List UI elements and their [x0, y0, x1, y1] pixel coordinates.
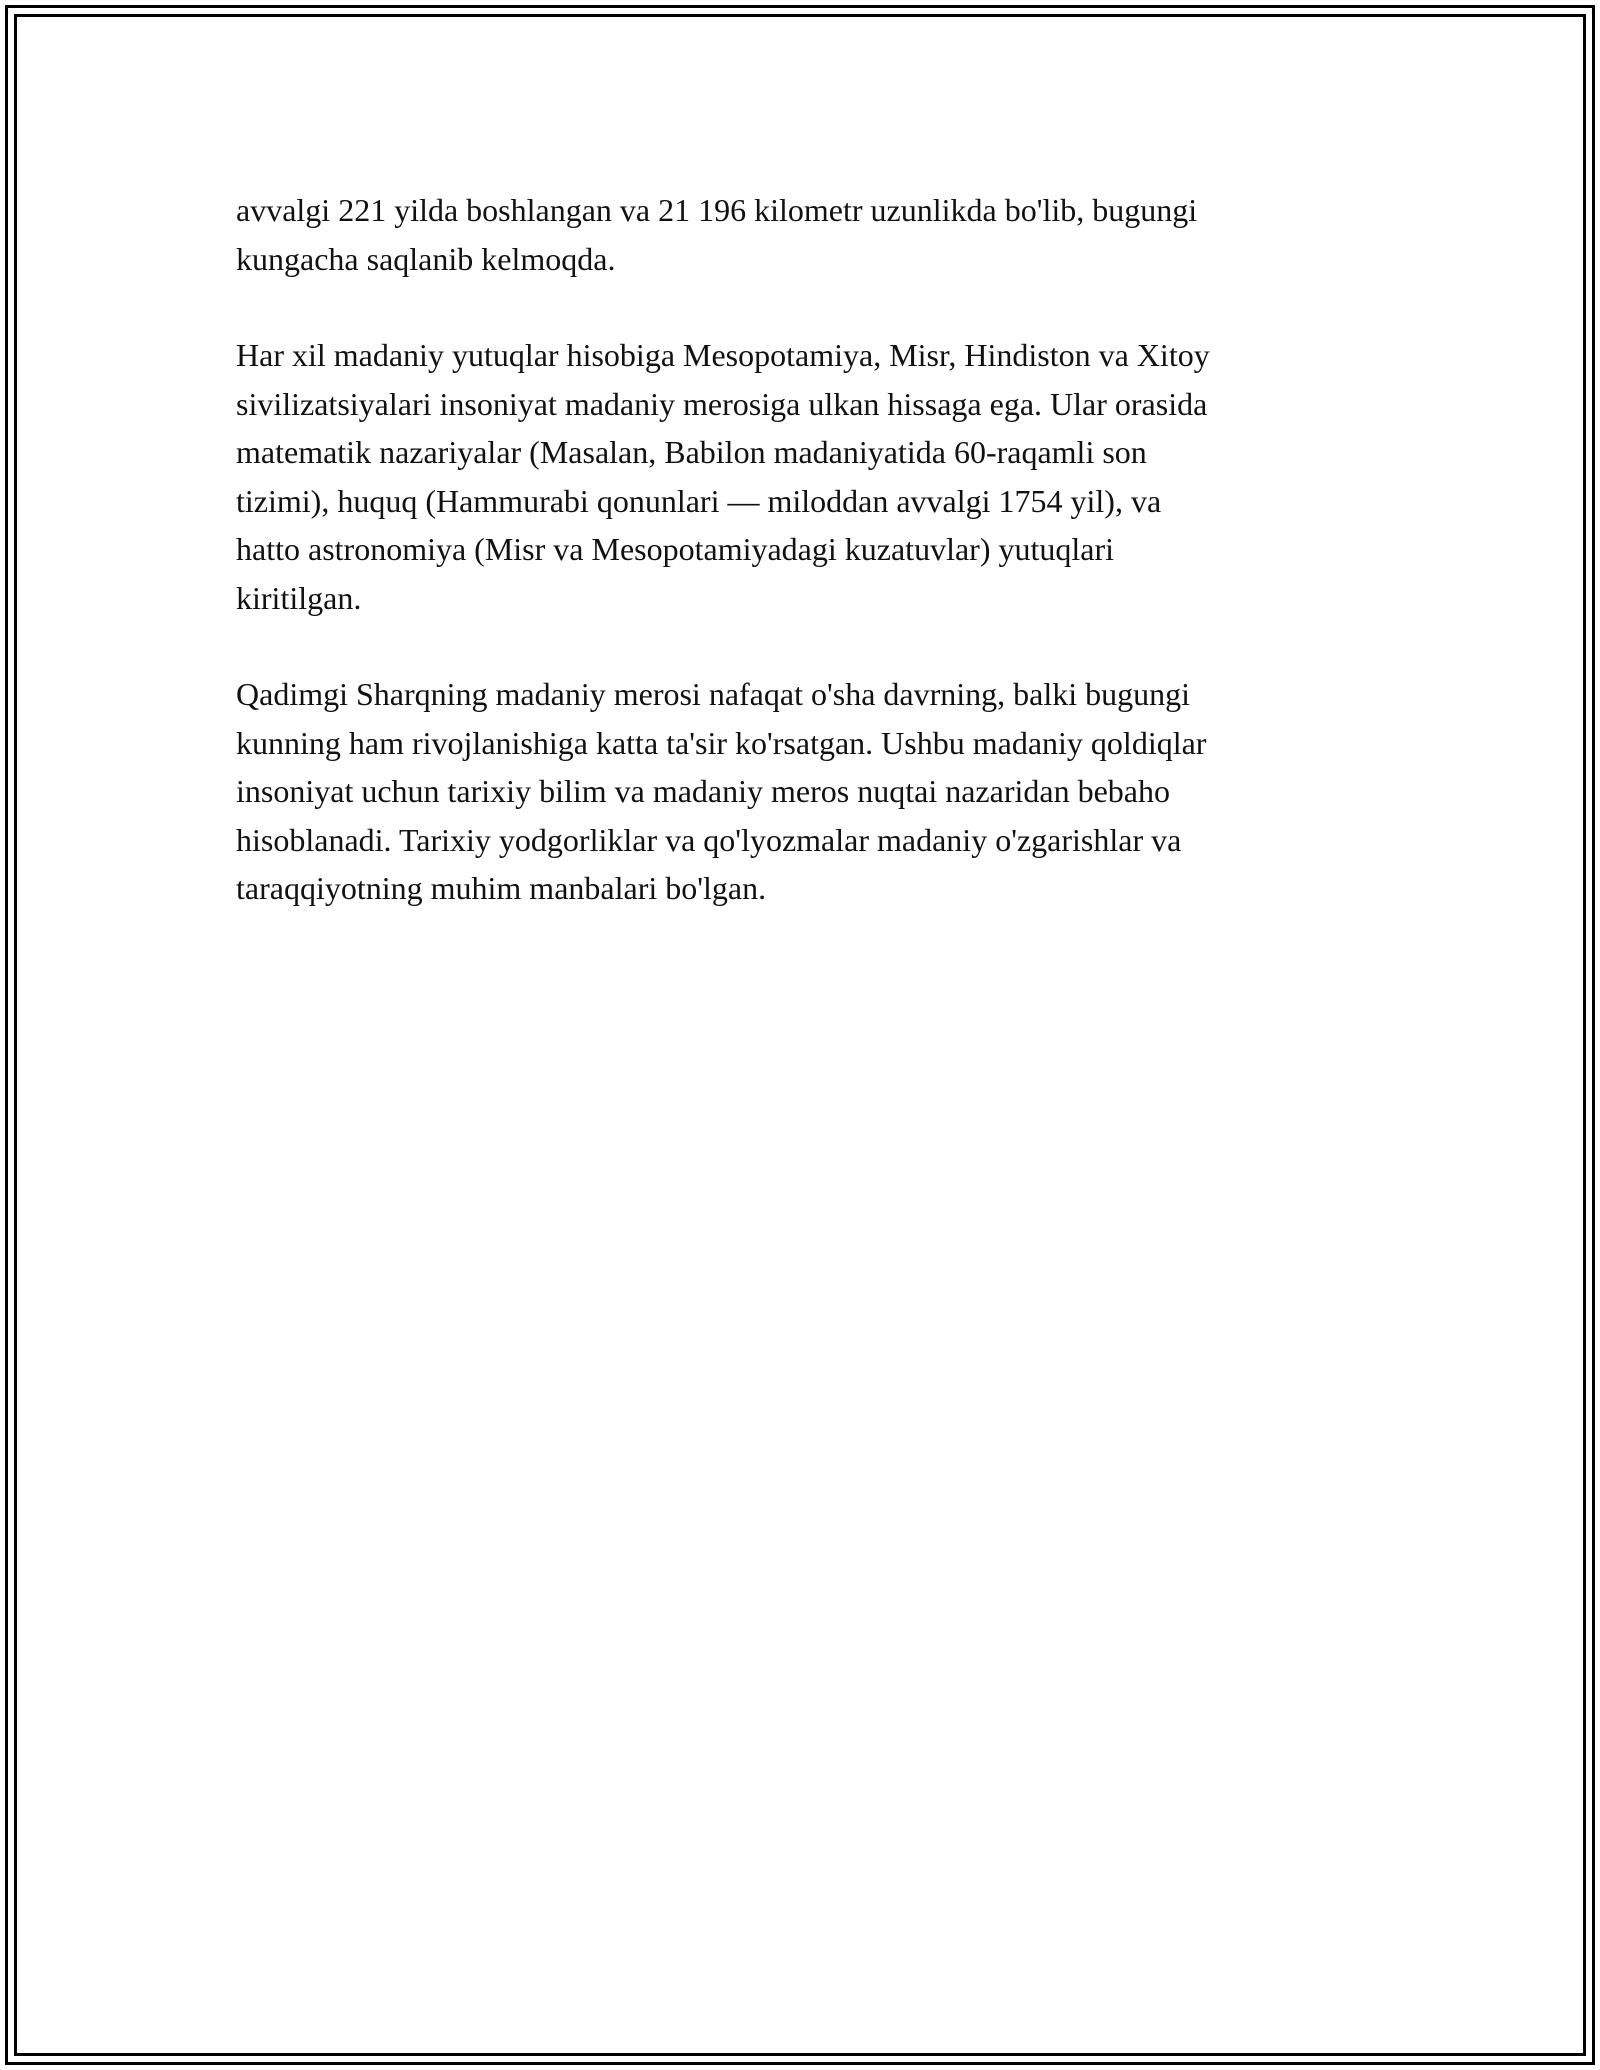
text-line: hisoblanadi. Tarixiy yodgorliklar va qo'lyozmalar madaniy o'zgarishlar va	[236, 821, 1182, 858]
text-line: kunning ham rivojlanishiga katta ta'sir ko'rsatgan. Ushbu madaniy qoldiqlar	[236, 724, 1207, 761]
text-line: kiritilgan.	[236, 579, 362, 616]
text-line: avvalgi 221 yilda boshlangan va 21 196 kilometr uzunlikda bo'lib, bugungi	[236, 192, 1198, 228]
paragraph-1	[236, 186, 1376, 283]
text-line: tizimi), huquq (Hammurabi qonunlari — miloddan avvalgi 1754 yil), va	[236, 482, 1162, 519]
text-line: Qadimgi Sharqning madaniy merosi nafaqat o'sha davrning, balki bugungi	[236, 676, 1191, 712]
paragraph-3	[236, 670, 1376, 913]
paragraph-2	[236, 331, 1376, 622]
text-line: insoniyat uchun tarixiy bilim va madaniy meros nuqtai nazaridan bebaho	[236, 773, 1170, 809]
text-line: matematik nazariyalar (Masalan, Babilon madaniyatida 60-raqamli son	[236, 434, 1147, 470]
text-line: taraqqiyotning muhim manbalari bo'lgan.	[236, 870, 767, 906]
document-body	[236, 186, 1376, 961]
text-line: kungacha saqlanib kelmoqda.	[236, 240, 616, 277]
text-line: sivilizatsiyalari insoniyat madaniy merosiga ulkan hissaga ega. Ular orasida	[236, 385, 1208, 422]
text-line: hatto astronomiya (Misr va Mesopotamiyadagi kuzatuvlar) yutuqlari	[236, 531, 1114, 567]
text-line: Har xil madaniy yutuqlar hisobiga Mesopotamiya, Misr, Hindiston va Xitoy	[236, 337, 1210, 373]
